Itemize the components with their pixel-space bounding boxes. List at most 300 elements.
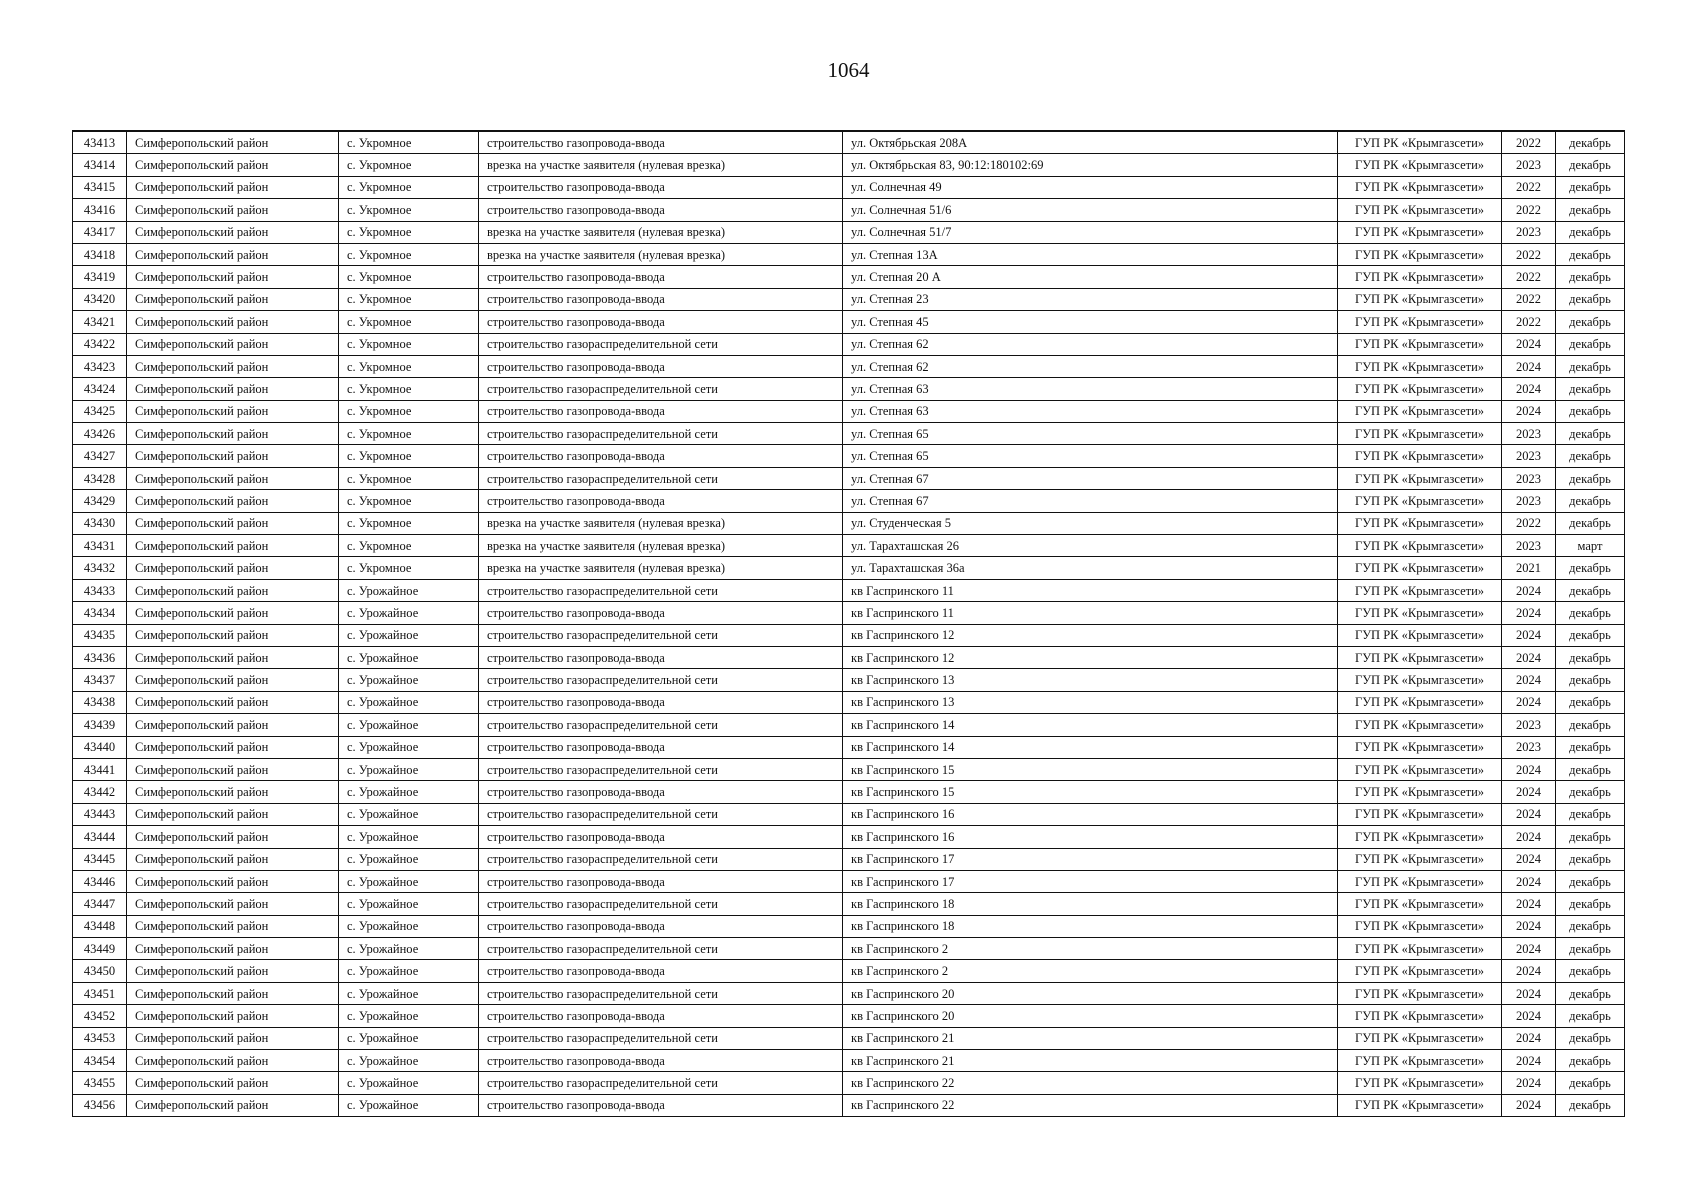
cell-month: декабрь xyxy=(1556,199,1625,221)
cell-district: Симферопольский район xyxy=(127,176,339,198)
cell-district: Симферопольский район xyxy=(127,646,339,668)
table-row xyxy=(73,915,1625,937)
cell-month: декабрь xyxy=(1556,1050,1625,1072)
cell-settlement: с. Укромное xyxy=(339,288,479,310)
cell-organization: ГУП РК «Крымгазсети» xyxy=(1338,893,1502,915)
cell-month: декабрь xyxy=(1556,1094,1625,1116)
cell-address: кв Гаспринского 16 xyxy=(843,803,1338,825)
cell-work-type: строительство газопровода-ввода xyxy=(479,288,843,310)
table-row xyxy=(73,1005,1625,1027)
table-row xyxy=(73,870,1625,892)
table-row xyxy=(73,400,1625,422)
cell-year: 2022 xyxy=(1502,131,1556,154)
cell-organization: ГУП РК «Крымгазсети» xyxy=(1338,624,1502,646)
cell-settlement: с. Урожайное xyxy=(339,579,479,601)
cell-month: декабрь xyxy=(1556,646,1625,668)
cell-district: Симферопольский район xyxy=(127,870,339,892)
cell-work-type: врезка на участке заявителя (нулевая врезка) xyxy=(479,154,843,176)
cell-settlement: с. Урожайное xyxy=(339,646,479,668)
cell-record-number: 43447 xyxy=(73,893,127,915)
cell-month: декабрь xyxy=(1556,490,1625,512)
cell-year: 2024 xyxy=(1502,669,1556,691)
table-row xyxy=(73,803,1625,825)
cell-district: Симферопольский район xyxy=(127,423,339,445)
cell-settlement: с. Урожайное xyxy=(339,758,479,780)
cell-work-type: строительство газопровода-ввода xyxy=(479,1094,843,1116)
cell-work-type: строительство газораспределительной сети xyxy=(479,982,843,1004)
cell-work-type: врезка на участке заявителя (нулевая врезка) xyxy=(479,512,843,534)
cell-year: 2022 xyxy=(1502,243,1556,265)
cell-district: Симферопольский район xyxy=(127,355,339,377)
cell-month: декабрь xyxy=(1556,221,1625,243)
table-row xyxy=(73,355,1625,377)
cell-month: декабрь xyxy=(1556,803,1625,825)
cell-district: Симферопольский район xyxy=(127,288,339,310)
cell-district: Симферопольский район xyxy=(127,400,339,422)
cell-record-number: 43437 xyxy=(73,669,127,691)
cell-organization: ГУП РК «Крымгазсети» xyxy=(1338,714,1502,736)
cell-address: кв Гаспринского 11 xyxy=(843,579,1338,601)
cell-address: ул. Степная 67 xyxy=(843,467,1338,489)
cell-year: 2024 xyxy=(1502,960,1556,982)
cell-address: ул. Степная 20 А xyxy=(843,266,1338,288)
cell-organization: ГУП РК «Крымгазсети» xyxy=(1338,512,1502,534)
cell-address: кв Гаспринского 14 xyxy=(843,714,1338,736)
cell-month: декабрь xyxy=(1556,423,1625,445)
cell-district: Симферопольский район xyxy=(127,893,339,915)
cell-year: 2024 xyxy=(1502,1050,1556,1072)
cell-settlement: с. Урожайное xyxy=(339,803,479,825)
cell-district: Симферопольский район xyxy=(127,758,339,780)
cell-month: декабрь xyxy=(1556,445,1625,467)
cell-settlement: с. Урожайное xyxy=(339,1027,479,1049)
cell-work-type: строительство газопровода-ввода xyxy=(479,736,843,758)
cell-year: 2023 xyxy=(1502,736,1556,758)
cell-address: ул. Степная 65 xyxy=(843,445,1338,467)
cell-organization: ГУП РК «Крымгазсети» xyxy=(1338,266,1502,288)
cell-year: 2024 xyxy=(1502,691,1556,713)
cell-settlement: с. Укромное xyxy=(339,154,479,176)
cell-year: 2024 xyxy=(1502,333,1556,355)
cell-district: Симферопольский район xyxy=(127,915,339,937)
cell-district: Симферопольский район xyxy=(127,243,339,265)
cell-record-number: 43456 xyxy=(73,1094,127,1116)
cell-year: 2024 xyxy=(1502,826,1556,848)
cell-address: ул. Степная 63 xyxy=(843,400,1338,422)
cell-year: 2024 xyxy=(1502,893,1556,915)
cell-district: Симферопольский район xyxy=(127,781,339,803)
cell-settlement: с. Урожайное xyxy=(339,691,479,713)
cell-organization: ГУП РК «Крымгазсети» xyxy=(1338,982,1502,1004)
cell-settlement: с. Укромное xyxy=(339,355,479,377)
cell-month: март xyxy=(1556,535,1625,557)
cell-year: 2022 xyxy=(1502,311,1556,333)
cell-district: Симферопольский район xyxy=(127,535,339,557)
cell-organization: ГУП РК «Крымгазсети» xyxy=(1338,1005,1502,1027)
cell-year: 2024 xyxy=(1502,915,1556,937)
cell-year: 2024 xyxy=(1502,781,1556,803)
cell-year: 2023 xyxy=(1502,490,1556,512)
cell-organization: ГУП РК «Крымгазсети» xyxy=(1338,557,1502,579)
cell-organization: ГУП РК «Крымгазсети» xyxy=(1338,781,1502,803)
cell-address: ул. Тарахташская 26 xyxy=(843,535,1338,557)
cell-address: ул. Степная 62 xyxy=(843,355,1338,377)
cell-work-type: строительство газораспределительной сети xyxy=(479,803,843,825)
cell-record-number: 43448 xyxy=(73,915,127,937)
cell-work-type: строительство газораспределительной сети xyxy=(479,333,843,355)
cell-work-type: строительство газораспределительной сети xyxy=(479,848,843,870)
cell-settlement: с. Укромное xyxy=(339,490,479,512)
cell-record-number: 43427 xyxy=(73,445,127,467)
cell-work-type: строительство газопровода-ввода xyxy=(479,646,843,668)
cell-work-type: строительство газопровода-ввода xyxy=(479,490,843,512)
cell-settlement: с. Урожайное xyxy=(339,736,479,758)
cell-month: декабрь xyxy=(1556,176,1625,198)
cell-district: Симферопольский район xyxy=(127,691,339,713)
cell-year: 2024 xyxy=(1502,982,1556,1004)
cell-organization: ГУП РК «Крымгазсети» xyxy=(1338,378,1502,400)
cell-district: Симферопольский район xyxy=(127,378,339,400)
cell-settlement: с. Укромное xyxy=(339,423,479,445)
table-row xyxy=(73,490,1625,512)
cell-address: кв Гаспринского 15 xyxy=(843,758,1338,780)
cell-year: 2023 xyxy=(1502,467,1556,489)
cell-address: ул. Октябрьская 208А xyxy=(843,131,1338,154)
cell-organization: ГУП РК «Крымгазсети» xyxy=(1338,199,1502,221)
cell-district: Симферопольский район xyxy=(127,624,339,646)
cell-organization: ГУП РК «Крымгазсети» xyxy=(1338,736,1502,758)
cell-record-number: 43433 xyxy=(73,579,127,601)
cell-year: 2024 xyxy=(1502,1072,1556,1094)
cell-record-number: 43446 xyxy=(73,870,127,892)
cell-address: кв Гаспринского 17 xyxy=(843,870,1338,892)
cell-organization: ГУП РК «Крымгазсети» xyxy=(1338,535,1502,557)
cell-record-number: 43430 xyxy=(73,512,127,534)
cell-record-number: 43453 xyxy=(73,1027,127,1049)
cell-address: кв Гаспринского 21 xyxy=(843,1027,1338,1049)
cell-work-type: строительство газопровода-ввода xyxy=(479,960,843,982)
cell-month: декабрь xyxy=(1556,1072,1625,1094)
cell-month: декабрь xyxy=(1556,624,1625,646)
cell-work-type: строительство газопровода-ввода xyxy=(479,400,843,422)
table-row xyxy=(73,848,1625,870)
cell-settlement: с. Укромное xyxy=(339,131,479,154)
cell-district: Симферопольский район xyxy=(127,938,339,960)
cell-address: кв Гаспринского 20 xyxy=(843,1005,1338,1027)
cell-year: 2024 xyxy=(1502,758,1556,780)
cell-address: кв Гаспринского 22 xyxy=(843,1094,1338,1116)
cell-month: декабрь xyxy=(1556,714,1625,736)
cell-work-type: строительство газопровода-ввода xyxy=(479,915,843,937)
cell-settlement: с. Урожайное xyxy=(339,1094,479,1116)
cell-settlement: с. Урожайное xyxy=(339,714,479,736)
table-row xyxy=(73,243,1625,265)
cell-month: декабрь xyxy=(1556,557,1625,579)
cell-address: ул. Студенческая 5 xyxy=(843,512,1338,534)
cell-organization: ГУП РК «Крымгазсети» xyxy=(1338,960,1502,982)
cell-work-type: строительство газопровода-ввода xyxy=(479,131,843,154)
cell-work-type: строительство газораспределительной сети xyxy=(479,669,843,691)
cell-settlement: с. Урожайное xyxy=(339,1072,479,1094)
cell-month: декабрь xyxy=(1556,915,1625,937)
cell-address: кв Гаспринского 14 xyxy=(843,736,1338,758)
cell-month: декабрь xyxy=(1556,1005,1625,1027)
table-row xyxy=(73,131,1625,154)
cell-record-number: 43425 xyxy=(73,400,127,422)
cell-settlement: с. Урожайное xyxy=(339,982,479,1004)
cell-work-type: строительство газораспределительной сети xyxy=(479,467,843,489)
cell-settlement: с. Укромное xyxy=(339,311,479,333)
cell-settlement: с. Урожайное xyxy=(339,960,479,982)
cell-month: декабрь xyxy=(1556,602,1625,624)
table-row xyxy=(73,982,1625,1004)
cell-record-number: 43438 xyxy=(73,691,127,713)
cell-organization: ГУП РК «Крымгазсети» xyxy=(1338,870,1502,892)
table-row xyxy=(73,1072,1625,1094)
table-row xyxy=(73,1027,1625,1049)
cell-month: декабрь xyxy=(1556,154,1625,176)
cell-settlement: с. Урожайное xyxy=(339,624,479,646)
cell-work-type: строительство газопровода-ввода xyxy=(479,445,843,467)
cell-organization: ГУП РК «Крымгазсети» xyxy=(1338,243,1502,265)
cell-month: декабрь xyxy=(1556,243,1625,265)
cell-settlement: с. Укромное xyxy=(339,378,479,400)
cell-organization: ГУП РК «Крымгазсети» xyxy=(1338,803,1502,825)
table-row xyxy=(73,266,1625,288)
cell-record-number: 43452 xyxy=(73,1005,127,1027)
cell-organization: ГУП РК «Крымгазсети» xyxy=(1338,467,1502,489)
cell-year: 2024 xyxy=(1502,646,1556,668)
cell-settlement: с. Урожайное xyxy=(339,669,479,691)
cell-organization: ГУП РК «Крымгазсети» xyxy=(1338,1050,1502,1072)
table-row xyxy=(73,1050,1625,1072)
cell-work-type: врезка на участке заявителя (нулевая врезка) xyxy=(479,243,843,265)
cell-settlement: с. Укромное xyxy=(339,243,479,265)
cell-address: ул. Степная 45 xyxy=(843,311,1338,333)
cell-settlement: с. Урожайное xyxy=(339,826,479,848)
cell-district: Симферопольский район xyxy=(127,467,339,489)
cell-month: декабрь xyxy=(1556,982,1625,1004)
cell-address: кв Гаспринского 13 xyxy=(843,669,1338,691)
cell-year: 2024 xyxy=(1502,848,1556,870)
cell-record-number: 43413 xyxy=(73,131,127,154)
table-row xyxy=(73,893,1625,915)
cell-record-number: 43434 xyxy=(73,602,127,624)
cell-address: кв Гаспринского 2 xyxy=(843,938,1338,960)
cell-year: 2024 xyxy=(1502,355,1556,377)
cell-address: кв Гаспринского 12 xyxy=(843,624,1338,646)
table-row xyxy=(73,512,1625,534)
cell-district: Симферопольский район xyxy=(127,826,339,848)
table-row xyxy=(73,602,1625,624)
cell-work-type: строительство газораспределительной сети xyxy=(479,423,843,445)
cell-address: кв Гаспринского 15 xyxy=(843,781,1338,803)
cell-settlement: с. Урожайное xyxy=(339,915,479,937)
cell-month: декабрь xyxy=(1556,848,1625,870)
cell-record-number: 43418 xyxy=(73,243,127,265)
cell-year: 2022 xyxy=(1502,512,1556,534)
cell-district: Симферопольский район xyxy=(127,131,339,154)
cell-organization: ГУП РК «Крымгазсети» xyxy=(1338,311,1502,333)
cell-settlement: с. Укромное xyxy=(339,199,479,221)
table-row xyxy=(73,781,1625,803)
cell-month: декабрь xyxy=(1556,826,1625,848)
cell-work-type: строительство газораспределительной сети xyxy=(479,579,843,601)
cell-month: декабрь xyxy=(1556,378,1625,400)
cell-district: Симферопольский район xyxy=(127,982,339,1004)
cell-month: декабрь xyxy=(1556,512,1625,534)
cell-work-type: строительство газопровода-ввода xyxy=(479,781,843,803)
cell-address: кв Гаспринского 12 xyxy=(843,646,1338,668)
cell-settlement: с. Урожайное xyxy=(339,781,479,803)
cell-organization: ГУП РК «Крымгазсети» xyxy=(1338,915,1502,937)
cell-organization: ГУП РК «Крымгазсети» xyxy=(1338,848,1502,870)
cell-work-type: строительство газораспределительной сети xyxy=(479,1027,843,1049)
table-body xyxy=(73,131,1625,1117)
cell-district: Симферопольский район xyxy=(127,221,339,243)
cell-district: Симферопольский район xyxy=(127,490,339,512)
cell-organization: ГУП РК «Крымгазсети» xyxy=(1338,333,1502,355)
cell-settlement: с. Урожайное xyxy=(339,848,479,870)
table-row xyxy=(73,378,1625,400)
cell-work-type: строительство газораспределительной сети xyxy=(479,938,843,960)
cell-settlement: с. Урожайное xyxy=(339,938,479,960)
table-row xyxy=(73,423,1625,445)
cell-organization: ГУП РК «Крымгазсети» xyxy=(1338,400,1502,422)
cell-work-type: врезка на участке заявителя (нулевая врезка) xyxy=(479,535,843,557)
cell-settlement: с. Укромное xyxy=(339,221,479,243)
cell-record-number: 43423 xyxy=(73,355,127,377)
cell-year: 2024 xyxy=(1502,1027,1556,1049)
cell-year: 2024 xyxy=(1502,602,1556,624)
cell-address: ул. Степная 23 xyxy=(843,288,1338,310)
cell-work-type: врезка на участке заявителя (нулевая врезка) xyxy=(479,557,843,579)
cell-record-number: 43420 xyxy=(73,288,127,310)
page-number: 1064 xyxy=(827,58,870,82)
cell-district: Симферопольский район xyxy=(127,669,339,691)
cell-record-number: 43426 xyxy=(73,423,127,445)
cell-settlement: с. Урожайное xyxy=(339,1050,479,1072)
cell-address: ул. Степная 65 xyxy=(843,423,1338,445)
cell-address: кв Гаспринского 20 xyxy=(843,982,1338,1004)
cell-address: кв Гаспринского 18 xyxy=(843,915,1338,937)
cell-work-type: врезка на участке заявителя (нулевая врезка) xyxy=(479,221,843,243)
cell-district: Симферопольский район xyxy=(127,1072,339,1094)
cell-district: Симферопольский район xyxy=(127,736,339,758)
cell-year: 2022 xyxy=(1502,176,1556,198)
cell-record-number: 43414 xyxy=(73,154,127,176)
cell-year: 2024 xyxy=(1502,378,1556,400)
table-row xyxy=(73,960,1625,982)
cell-address: ул. Октябрьская 83, 90:12:180102:69 xyxy=(843,154,1338,176)
cell-district: Симферопольский район xyxy=(127,199,339,221)
cell-year: 2024 xyxy=(1502,579,1556,601)
cell-organization: ГУП РК «Крымгазсети» xyxy=(1338,1027,1502,1049)
cell-work-type: строительство газораспределительной сети xyxy=(479,1072,843,1094)
cell-month: декабрь xyxy=(1556,131,1625,154)
cell-organization: ГУП РК «Крымгазсети» xyxy=(1338,490,1502,512)
cell-work-type: строительство газопровода-ввода xyxy=(479,311,843,333)
cell-record-number: 43424 xyxy=(73,378,127,400)
cell-work-type: строительство газораспределительной сети xyxy=(479,758,843,780)
cell-year: 2022 xyxy=(1502,199,1556,221)
cell-district: Симферопольский район xyxy=(127,445,339,467)
cell-record-number: 43450 xyxy=(73,960,127,982)
cell-record-number: 43445 xyxy=(73,848,127,870)
cell-year: 2023 xyxy=(1502,423,1556,445)
cell-organization: ГУП РК «Крымгазсети» xyxy=(1338,131,1502,154)
cell-work-type: строительство газораспределительной сети xyxy=(479,714,843,736)
cell-month: декабрь xyxy=(1556,311,1625,333)
cell-month: декабрь xyxy=(1556,288,1625,310)
cell-address: ул. Тарахташская 36а xyxy=(843,557,1338,579)
cell-month: декабрь xyxy=(1556,467,1625,489)
table-row xyxy=(73,579,1625,601)
cell-address: ул. Степная 67 xyxy=(843,490,1338,512)
cell-record-number: 43419 xyxy=(73,266,127,288)
cell-month: декабрь xyxy=(1556,781,1625,803)
table-row xyxy=(73,467,1625,489)
cell-year: 2024 xyxy=(1502,1094,1556,1116)
cell-work-type: строительство газопровода-ввода xyxy=(479,602,843,624)
cell-district: Симферопольский район xyxy=(127,512,339,534)
cell-district: Симферопольский район xyxy=(127,803,339,825)
cell-year: 2023 xyxy=(1502,445,1556,467)
table-row xyxy=(73,714,1625,736)
cell-address: ул. Солнечная 49 xyxy=(843,176,1338,198)
cell-settlement: с. Укромное xyxy=(339,176,479,198)
cell-address: кв Гаспринского 18 xyxy=(843,893,1338,915)
cell-address: ул. Степная 62 xyxy=(843,333,1338,355)
table-row xyxy=(73,535,1625,557)
cell-settlement: с. Укромное xyxy=(339,557,479,579)
table-row xyxy=(73,826,1625,848)
cell-record-number: 43421 xyxy=(73,311,127,333)
cell-work-type: строительство газопровода-ввода xyxy=(479,870,843,892)
cell-settlement: с. Укромное xyxy=(339,445,479,467)
cell-record-number: 43431 xyxy=(73,535,127,557)
cell-month: декабрь xyxy=(1556,669,1625,691)
cell-organization: ГУП РК «Крымгазсети» xyxy=(1338,1072,1502,1094)
cell-organization: ГУП РК «Крымгазсети» xyxy=(1338,602,1502,624)
cell-organization: ГУП РК «Крымгазсети» xyxy=(1338,1094,1502,1116)
table-row xyxy=(73,311,1625,333)
cell-record-number: 43432 xyxy=(73,557,127,579)
table-row xyxy=(73,938,1625,960)
cell-district: Симферопольский район xyxy=(127,960,339,982)
cell-district: Симферопольский район xyxy=(127,333,339,355)
cell-settlement: с. Укромное xyxy=(339,512,479,534)
cell-month: декабрь xyxy=(1556,736,1625,758)
cell-district: Симферопольский район xyxy=(127,1094,339,1116)
cell-work-type: строительство газопровода-ввода xyxy=(479,355,843,377)
cell-district: Симферопольский район xyxy=(127,714,339,736)
cell-address: ул. Солнечная 51/7 xyxy=(843,221,1338,243)
cell-record-number: 43429 xyxy=(73,490,127,512)
cell-organization: ГУП РК «Крымгазсети» xyxy=(1338,938,1502,960)
cell-organization: ГУП РК «Крымгазсети» xyxy=(1338,669,1502,691)
table-row xyxy=(73,624,1625,646)
cell-organization: ГУП РК «Крымгазсети» xyxy=(1338,758,1502,780)
cell-district: Симферопольский район xyxy=(127,1050,339,1072)
cell-work-type: строительство газопровода-ввода xyxy=(479,199,843,221)
cell-organization: ГУП РК «Крымгазсети» xyxy=(1338,826,1502,848)
cell-organization: ГУП РК «Крымгазсети» xyxy=(1338,691,1502,713)
cell-year: 2021 xyxy=(1502,557,1556,579)
cell-record-number: 43415 xyxy=(73,176,127,198)
cell-organization: ГУП РК «Крымгазсети» xyxy=(1338,579,1502,601)
table-row xyxy=(73,646,1625,668)
